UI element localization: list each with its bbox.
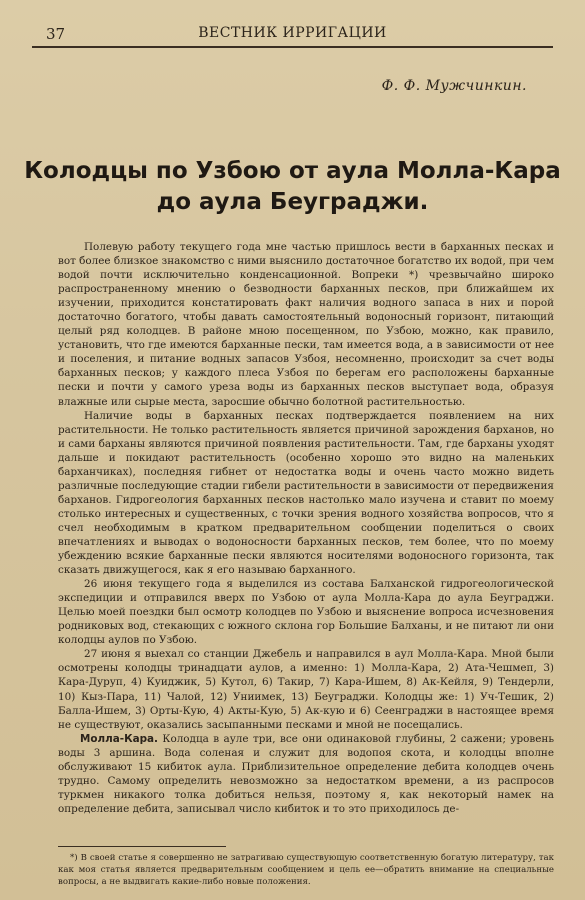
paragraph-1: Полевую работу текущего года мне частью пришлось вести в барханных песках и вот более близкое знакомство с ними выяснило достаточное богатство их водой, при чем водой почти исключительно конденсационной. Вопреки *) чрезвычайно широко распространенному мнению о безводности барханных песков, при ближайшем их изучении, приходится констатировать факт наличия водного запаса в них и порой достаточно богатого, чтобы давать самостоятельный водоносный горизонт, питающий целый ряд колодцев. В районе мною посещенном, по Узбою, можно, как правило, установить, что где имеются барханные пески, там имеется вода, а в зависимости от нее и поселения, и питание водных запасов Узбоя, несомненно, происходит за счет воды барханных песков; у каждого плеса Узбоя по берегам его расположены барханные пески и почти у самого уреза воды из барханных песков выступает вода, образуя влажные или сырые места, заросшие обычно болотной растительностью. <box>58 241 554 408</box>
journal-title: ВЕСТНИК ИРРИГАЦИИ <box>198 25 387 41</box>
paragraph-3: 26 июня текущего года я выделился из состава Балханской гидрогеологической экспедиции и отправился вверх по Узбою от аула Молла-Кара до аула Беуграджи. Целью моей поездки был осмотр колодцев по Узбою и выяснение вопроса исчезновения родниковых вод, стекающих с южного склона гор Большие Балханы, и не питают ли они колодцы аулов по Узбою. <box>58 578 554 647</box>
header-rule <box>32 46 553 48</box>
running-head <box>32 22 553 46</box>
footnote-rule <box>58 846 226 847</box>
footnote-text: *) В своей статье я совершенно не затрагиваю существующую соответственную богатую литературу, так как моя статья является предварительным сообщением и цель ее—обратить внимание на специальные вопросы, а не выдвигать какие-либо новые положения. <box>58 853 554 888</box>
paragraph-5-lead: Молла-Кара. <box>80 732 158 745</box>
paragraph-5-text: Колодца в ауле три, все они одинаковой глубины, 2 сажени; уровень воды 3 аршина. Вода соленая и служит для водопоя скота, и колодцы вполне обслуживают 15 кибиток аула. Приблизительное определение дебита колодцев очень трудно. Самому определить невозможно за недостатком времени, а из распросов туркмен никакого толка добиться нельзя, поэтому я, как некоторый намек на определение дебита, записывал число кибиток и то это приходилось де- <box>58 732 554 815</box>
author-signature: Ф. Ф. Мужчинкин. <box>381 78 527 94</box>
paragraph-4: 27 июня я выехал со станции Джебель и направился в аул Молла-Кара. Мной были осмотрены колодцы тринадцати аулов, а именно: 1) Молла-Кара, 2) Ата-Чешмеп, 3) Кара-Дуруп, 4) Куиджик, 5) Кутол, 6) Такир, 7) Кара-Ишем, 8) Ак-Кейля, 9) Тендерли, 10) Кыз-Пара, 11) Чалой, 12) Униимек, 13) Беуграджи. Колодцы же: 1) Уч-Тешик, 2) Балла-Ишем, 3) Орты-Кую, 4) Акты-Кую, 5) Ак-кую и 6) Сеенграджи в настоящее время не существуют, оказались засыпанными песками и мной не посещались. <box>58 648 554 731</box>
article-title <box>20 156 565 218</box>
title-line-2: до аула Беуграджи. <box>156 189 429 215</box>
title-line-1: Колодцы по Узбою от аула Молла-Кара <box>24 158 561 184</box>
page-number: 37 <box>46 25 66 43</box>
paragraph-2: Наличие воды в барханных песках подтверждается появлением на них растительности. Не только растительность является причиной зарождения барханов, но и сами барханы являются причиной появления растительности. Там, где барханы уходят дальше и покидают растительность (особенно хорошо это видно на маленьких барханчиках), последняя гибнет от недостатка воды и очень часто можно видеть различные последующие стадии гибели растительности в зависимости от передвижения барханов. Гидрогеология барханных песков настолько мало изучена и ставит по моему столько интересных и существенных, с точки зрения водного хозяйства вопросов, что я счел необходимым в кратком предварительном сообщении поделиться о своих впечатлениях и выводах о водоносности барханных песков, тем более, что по моему убеждению всякие барханные пески являются носителями водоносного горизонта, так сказать движущегося, как я его называю барханного. <box>58 409 554 577</box>
article-body <box>58 240 554 816</box>
footnote <box>58 852 554 889</box>
paragraph-5 <box>58 732 554 816</box>
